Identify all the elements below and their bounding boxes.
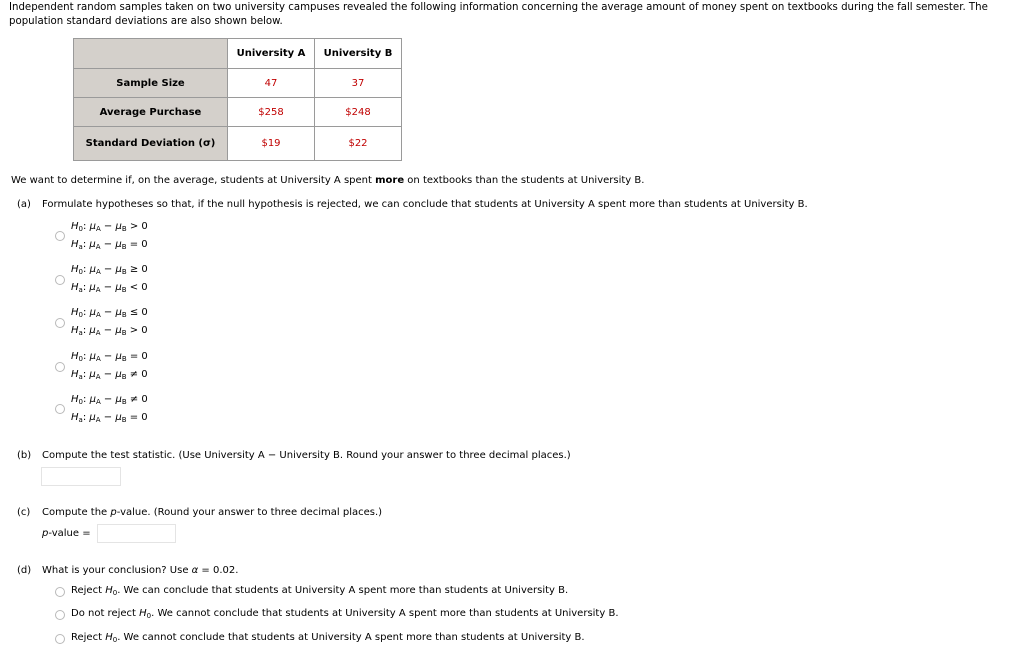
null-operator: = 0 [129,351,148,362]
null-operator: ≠ 0 [129,394,148,405]
average-purchase-b: $248 [315,98,402,127]
radio-button[interactable] [55,231,65,241]
radio-button[interactable] [55,404,65,414]
alternative-hypothesis: $H_a$: $\mu_A - \mu_B > 0$ [71,325,148,337]
part-b-label: (b) [17,450,32,461]
standard-deviation-b: $22 [315,127,402,161]
part-d-prompt [42,565,238,576]
part-d-prompt-end: = 0.02. [198,565,239,576]
alternative-operator: < 0 [129,282,148,293]
alpha-symbol: α [191,565,199,576]
conclusion-text-start: Reject [71,632,106,643]
alternative-operator: ≠ 0 [129,369,148,380]
alternative-operator: > 0 [129,325,148,336]
radio-button[interactable] [55,610,65,620]
null-hypothesis: $H_0$: $\mu_A - \mu_B \le 0$ [71,307,148,319]
null-hypothesis: $H_0$: $\mu_A - \mu_B \ne 0$ [71,394,148,406]
radio-button[interactable] [55,587,65,597]
row-label-sample-size: Sample Size [74,69,228,98]
conclusion-text-start: Do not reject [71,608,140,619]
question-statement [11,175,644,186]
null-hypothesis: $H_0$: $\mu_A - \mu_B > 0$ [71,221,148,233]
part-a-prompt: Formulate hypotheses so that, if the null hypothesis is rejected, we can conclude that students at University A spent more than students at University B. [42,199,808,210]
column-header-university-b: University B [315,39,402,69]
part-a-label: (a) [17,199,31,210]
radio-button[interactable] [55,362,65,372]
p-value-label [42,528,91,539]
row-label-standard-deviation: Standard Deviation (σ) [74,127,228,161]
part-c-prompt-p: p [110,507,117,518]
statement-emphasis: more [375,175,405,186]
null-operator: ≤ 0 [129,307,148,318]
problem-intro: Independent random samples taken on two university campuses revealed the following information concerning the average amount of money spent on textbooks during the fall semester. The population standard deviations are also shown below. [9,2,988,27]
sample-size-b: 37 [315,69,402,98]
test-statistic-input[interactable] [41,467,121,486]
statement-text-end: on textbooks than the students at University B. [404,175,645,186]
alternative-hypothesis: $H_a$: $\mu_A - \mu_B \ne 0$ [71,369,148,381]
row-label-average-purchase: Average Purchase [74,98,228,127]
standard-deviation-a: $19 [228,127,315,161]
radio-button[interactable] [55,634,65,644]
conclusion-text: Do not reject $H_0$. We cannot conclude that students at University A spent more than students at University B. [71,608,619,620]
conclusion-text-end: . We cannot conclude that students at University A spent more than students at University B. [151,608,619,619]
table-row [74,69,402,98]
part-c-prompt [42,507,382,518]
statement-text-start: We want to determine if, on the average, students at University A spent [11,175,376,186]
part-d-label: (d) [17,565,32,576]
p-value-label-rest: -value = [48,528,91,539]
column-header-university-a: University A [228,39,315,69]
p-value-label-p: p [42,528,49,539]
conclusion-text-start: Reject [71,585,106,596]
alternative-operator: = 0 [129,239,148,250]
conclusion-text: Reject $H_0$. We cannot conclude that students at University A spent more than students at University B. [71,632,585,644]
alternative-hypothesis: $H_a$: $\mu_A - \mu_B = 0$ [71,239,148,251]
radio-button[interactable] [55,318,65,328]
radio-button[interactable] [55,275,65,285]
conclusion-text-end: . We cannot conclude that students at University A spent more than students at University B. [117,632,585,643]
conclusion-text: Reject $H_0$. We can conclude that students at University A spent more than students at University B. [71,585,569,597]
part-d-prompt-start: What is your conclusion? Use [42,565,192,576]
part-b-prompt: Compute the test statistic. (Use University A − University B. Round your answer to three decimal places.) [42,450,571,461]
alternative-operator: = 0 [129,412,148,423]
sample-size-a: 47 [228,69,315,98]
alternative-hypothesis: $H_a$: $\mu_A - \mu_B < 0$ [71,282,148,294]
part-c-label: (c) [17,507,31,518]
average-purchase-a: $258 [228,98,315,127]
table-row [74,98,402,127]
alternative-hypothesis: $H_a$: $\mu_A - \mu_B = 0$ [71,412,148,424]
null-operator: ≥ 0 [129,264,148,275]
part-c-prompt-end: -value. (Round your answer to three decimal places.) [116,507,383,518]
p-value-input[interactable] [97,524,176,543]
data-table [73,38,402,161]
table-corner-cell [74,39,228,69]
null-hypothesis: $H_0$: $\mu_A - \mu_B = 0$ [71,351,148,363]
conclusion-text-end: . We can conclude that students at University A spent more than students at University B. [117,585,569,596]
null-operator: > 0 [129,221,148,232]
table-row [74,127,402,161]
null-hypothesis: $H_0$: $\mu_A - \mu_B \ge 0$ [71,264,148,276]
part-c-prompt-start: Compute the [42,507,111,518]
